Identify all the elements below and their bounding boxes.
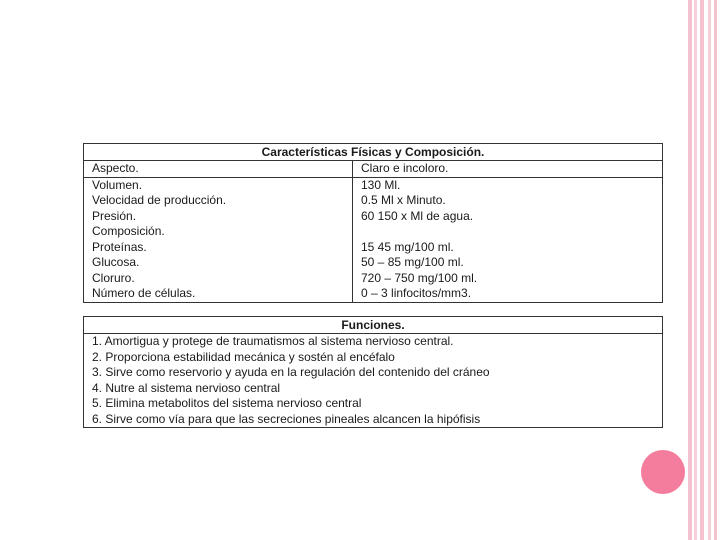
funcion-item: 1. Amortigua y protege de traumatismos al sistema nervioso central. [92,334,454,348]
property-label: Composición. [92,224,165,238]
decorative-stripe [714,0,717,540]
caracteristicas-table [83,143,663,303]
funcion-item: 6. Sirve como vía para que las secreciones pineales alcancen la hipófisis [92,411,481,426]
funcion-item: 4. Nutre al sistema nervioso central [92,380,281,395]
property-value: 720 – 750 mg/100 ml. [361,270,478,285]
property-label: Glucosa. [92,255,140,269]
funcion-item: 3. Sirve como reservorio y ayuda en la regulación del contenido del cráneo [92,365,490,379]
aspecto-label: Aspecto. [84,161,353,178]
property-value: 0.5 Ml x Minuto. [361,193,446,207]
funciones-table [83,316,663,428]
decorative-stripe [700,0,704,540]
funcion-item: 5. Elimina metabolitos del sistema nervioso central [92,396,362,410]
property-label: Proteínas. [92,239,147,254]
caracteristicas-title: Características Físicas y Composición. [84,144,663,161]
property-label: Presión. [92,208,137,223]
properties-labels-cell [84,177,353,302]
decorative-stripe [688,0,692,540]
properties-values-cell [353,177,663,302]
funciones-title: Funciones. [84,317,663,334]
property-label: Velocidad de producción. [92,193,227,207]
decorative-stripe [708,0,711,540]
property-value: 15 45 mg/100 ml. [361,239,454,254]
property-value: 50 – 85 mg/100 ml. [361,255,464,269]
decorative-circle [641,450,685,494]
property-value: 60 150 x Ml de agua. [361,208,474,223]
property-value-empty [361,224,654,240]
funcion-item: 2. Proporciona estabilidad mecánica y sostén al encéfalo [92,349,395,364]
property-value: 130 Ml. [361,177,401,192]
property-value: 0 – 3 linfocitos/mm3. [361,286,472,300]
property-label: Número de células. [92,286,196,300]
aspecto-value: Claro e incoloro. [353,161,663,178]
property-label: Cloruro. [92,270,135,285]
funciones-list-cell [84,334,663,428]
property-label: Volumen. [92,177,143,192]
decorative-stripe [694,0,697,540]
